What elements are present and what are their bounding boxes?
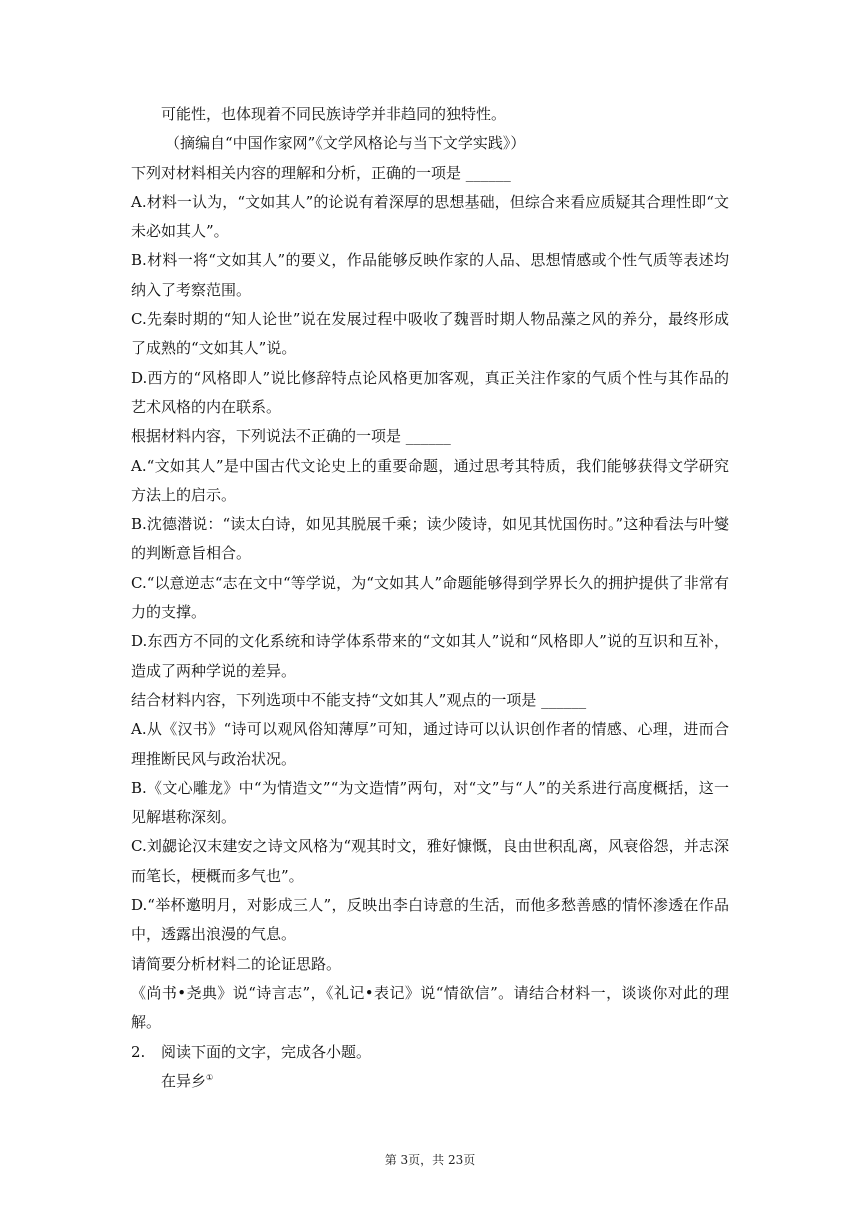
question-prompt: 根据材料内容，下列说法不正确的一项是 ______ xyxy=(131,427,451,446)
option-d: D.东西方不同的文化系统和诗学体系带来的“文如其人”说和“风格即人”说的互识和互补，造成了两种学说的差异。 xyxy=(131,632,729,680)
option-a: A.从《汉书》“诗可以观风俗知薄厚”可知，通过诗可以认识创作者的情感、心理，进而合理推断民风与政治状况。 xyxy=(131,720,729,768)
passage-title-text: 在异乡 xyxy=(161,1071,207,1090)
footnote-marker: ① xyxy=(206,1072,214,1082)
question-number: 2. xyxy=(131,1042,146,1061)
option-a: A.材料一认为，“文如其人”的论说有着深厚的思想基础，但综合来看应质疑其合理性即“文未必如其人”。 xyxy=(131,192,729,241)
option-d: D.西方的“风格即人”说比修辞特点论风格更加客观，真正关注作家的气质个性与其作品的艺术风格的内在联系。 xyxy=(131,368,729,416)
question-2-text: 阅读下面的文字，完成各小题。 xyxy=(161,1042,372,1061)
question-2-heading xyxy=(131,1038,729,1067)
option-c: C.刘勰论汉末建安之诗文风格为“观其时文，雅好慷慨，良由世积乱离，风衰俗怨，并志深而笔长，梗概而多气也”。 xyxy=(131,837,729,885)
option-b: B.材料一将“文如其人”的要义，作品能够反映作家的人品、思想情感或个性气质等表述均纳入了考察范围。 xyxy=(131,251,729,299)
question-prompt: 结合材料内容，下列选项中不能支持“文如其人”观点的一项是 ______ xyxy=(131,690,587,709)
passage-title xyxy=(131,1067,729,1096)
source-citation: （摘编自“中国作家网”《文学风格论与当下文学实践》） xyxy=(165,134,526,153)
text-line: 可能性，也体现着不同民族诗学并非趋同的独特性。 xyxy=(161,105,507,123)
page-footer: 第 3页，共 23页 xyxy=(384,1153,476,1167)
option-d: D.“举杯邀明月，对影成三人”，反映出李白诗意的生活，而他多愁善感的情怀渗透在作品中，透露出浪漫的气息。 xyxy=(131,896,729,944)
question-prompt: 下列对材料相关内容的理解和分析，正确的一项是 ______ xyxy=(131,163,511,182)
option-a: A.“文如其人”是中国古代文论史上的重要命题，通过思考其特质，我们能够获得文学研究方法上的启示。 xyxy=(131,456,729,504)
question-prompt: 请简要分析材料二的论证思路。 xyxy=(131,954,342,973)
option-c: C.先秦时期的“知人论世”说在发展过程中吸收了魏晋时期人物品藻之风的养分，最终形成了成熟的“文如其人”说。 xyxy=(131,310,729,358)
page-content xyxy=(131,100,729,1096)
question-prompt: 《尚书•尧典》说“诗言志”，《礼记•表记》说“情欲信”。请结合材料一，谈谈你对此的理解。 xyxy=(131,983,729,1032)
option-b: B.沈德潜说：“读太白诗，如见其脱展千乘；读少陵诗，如见其忧国伤时。”这种看法与叶燮的判断意旨相合。 xyxy=(131,515,729,563)
option-b: B.《文心雕龙》中“为情造文”“为文造情”两句，对“文”与“人”的关系进行高度概括，这一见解堪称深刻。 xyxy=(131,778,729,827)
option-c: C.“以意逆志“志在文中“等学说，为“文如其人”命题能够得到学界长久的拥护提供了非常有力的支撑。 xyxy=(131,573,729,622)
